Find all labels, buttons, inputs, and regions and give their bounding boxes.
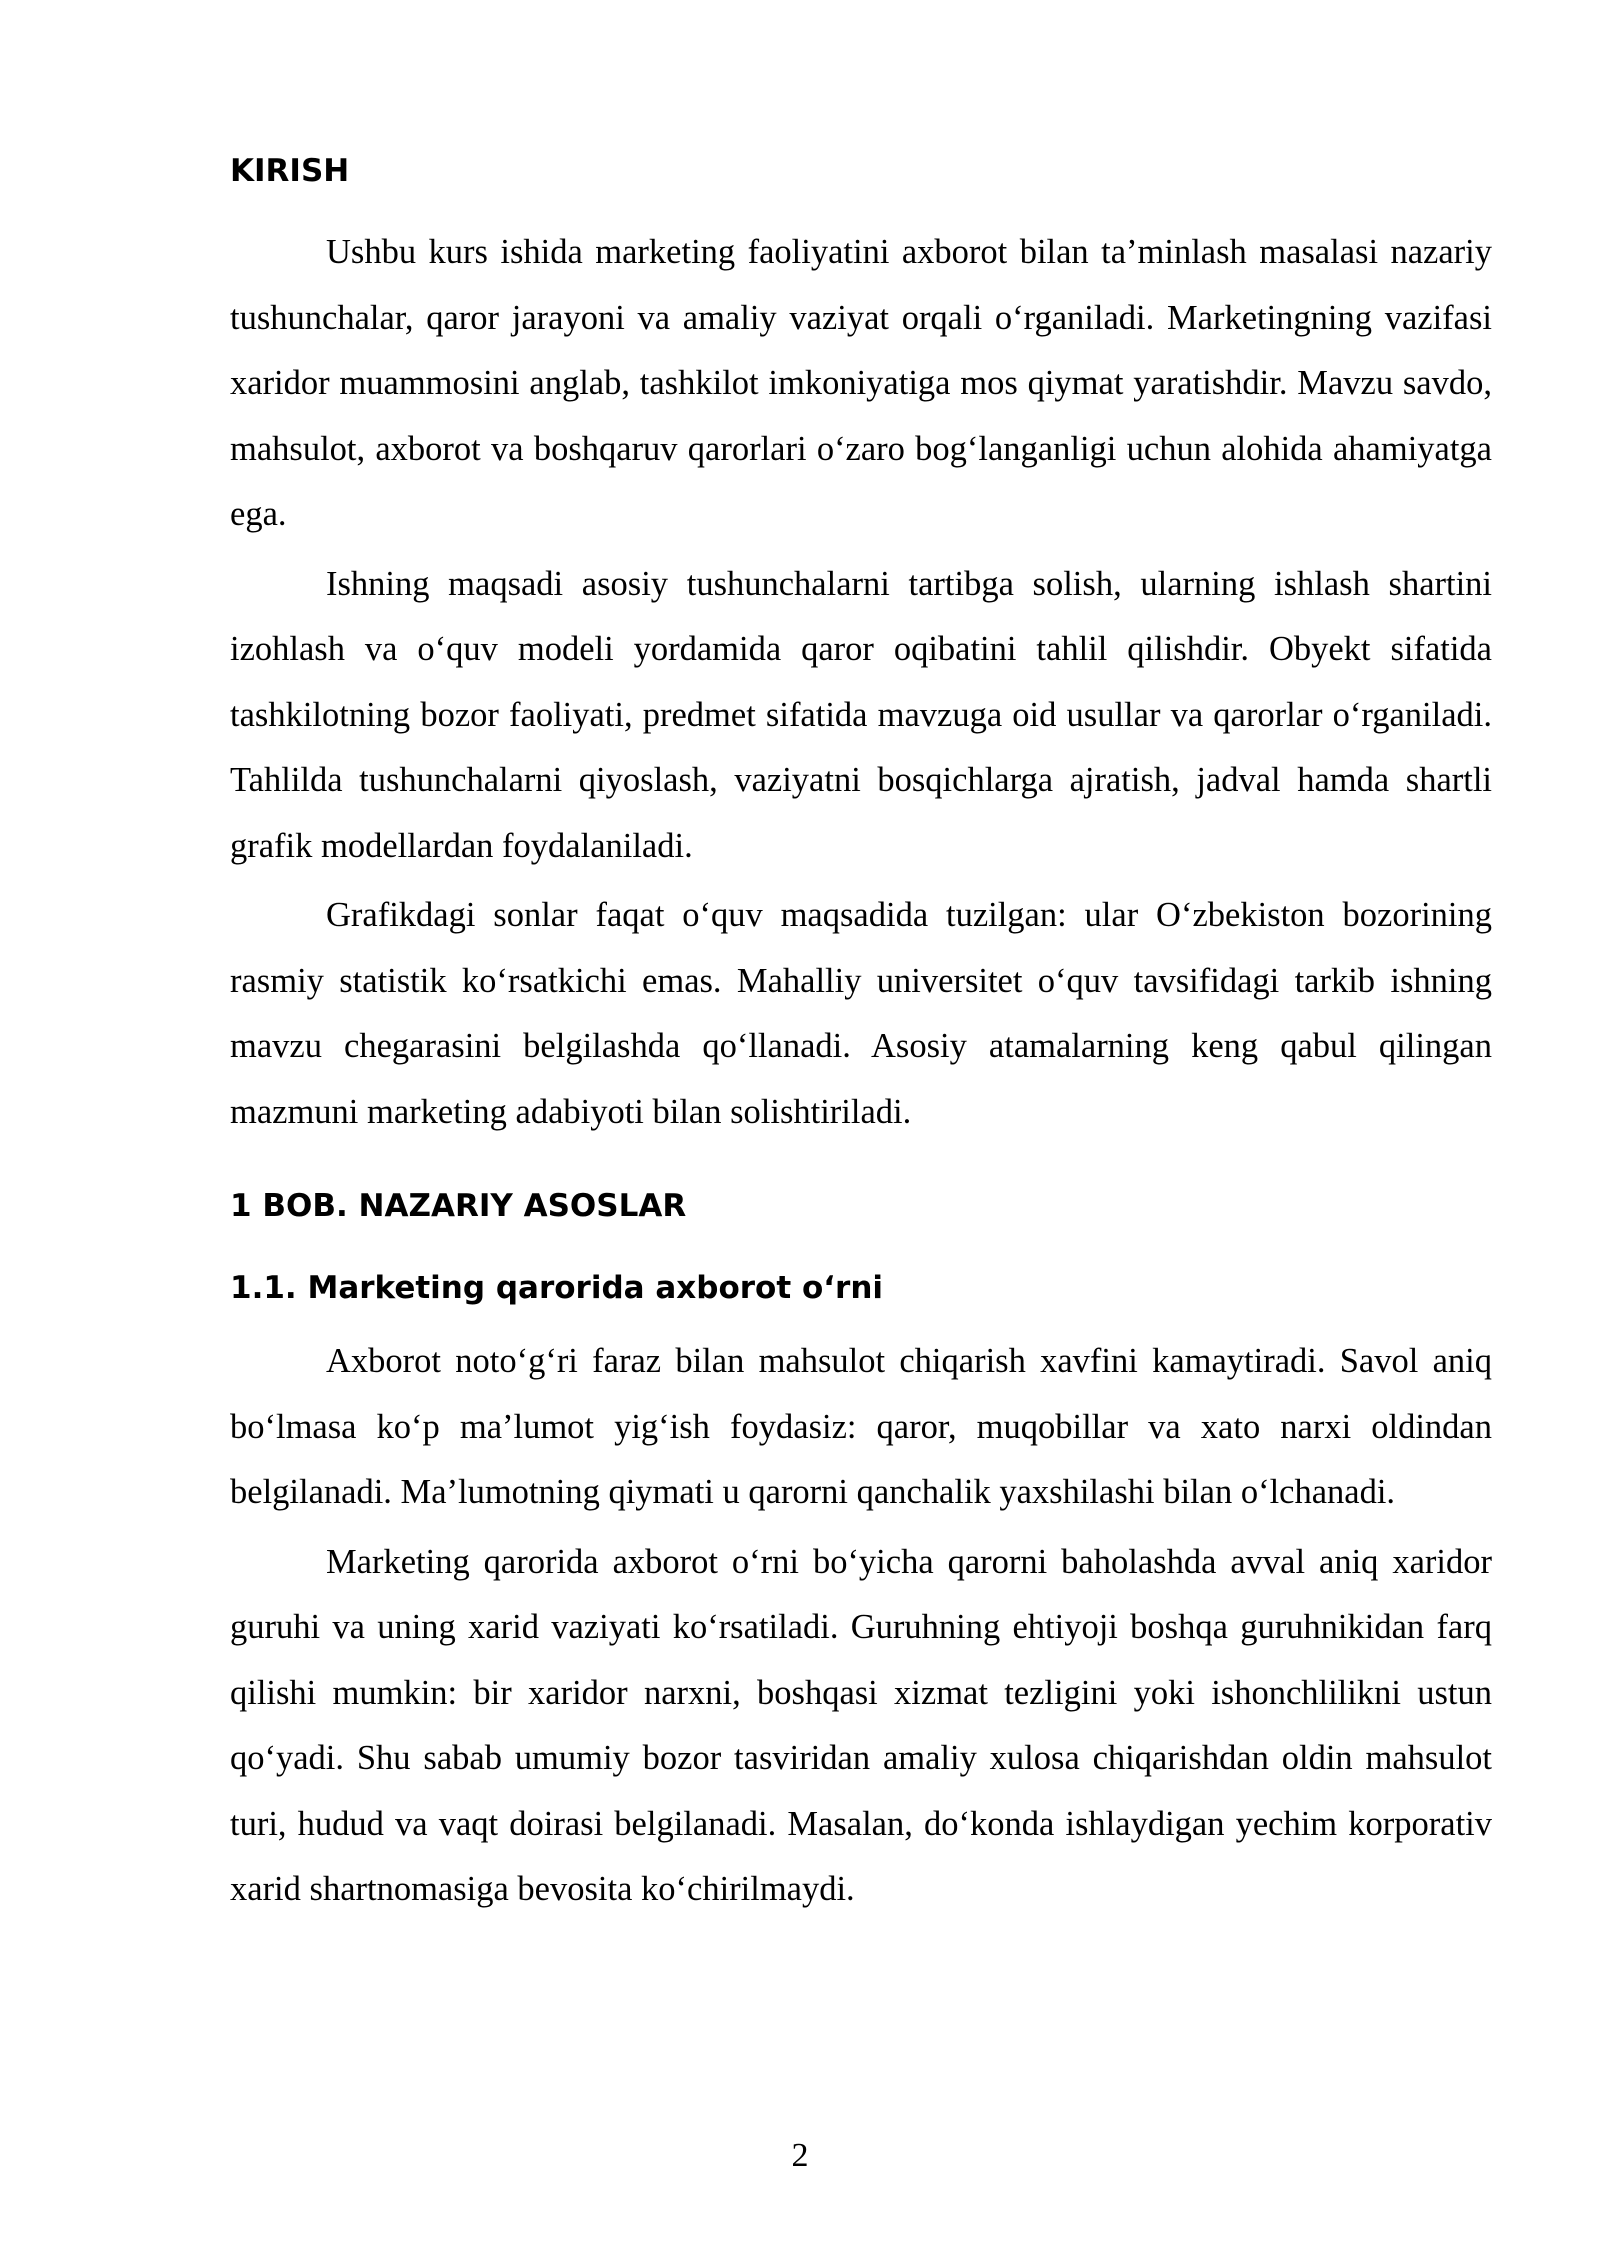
- section-heading: 1.1. Marketing qarorida axborot o‘rni: [230, 1270, 884, 1306]
- section-paragraph: Marketing qarorida axborot o‘rni bo‘yicha qarorni baholashda avval aniq xaridor guruhi va uning xarid vaziyati ko‘rsatiladi. Guruhning ehtiyoji boshqa guruhnikidan farq qilishi mumkin: bir xaridor narxni, boshqasi xizmat tezligini yoki ishonchlilikni ustun qo‘yadi. Shu sabab umumiy bozor tasviridan amaliy xulosa chiqarishdan oldin mahsulot turi, hudud va vaqt doirasi belgilanadi. Masalan, do‘konda ishlaydigan yechim korporativ xarid shartnomasiga bevosita ko‘chirilmaydi.: [230, 1542, 1492, 1908]
- intro-heading: KIRISH: [230, 153, 350, 189]
- chapter-heading: 1 BOB. NAZARIY ASOSLAR: [230, 1188, 687, 1224]
- section-paragraph: Axborot noto‘g‘ri faraz bilan mahsulot chiqarish xavfini kamaytiradi. Savol aniq bo‘lmasa ko‘p ma’lumot yig‘ish foydasiz: qaror, muqobillar va xato narxi oldindan belgilanadi. Ma’lumotning qiymati u qarorni qanchalik yaxshilashi bilan o‘lchanadi.: [230, 1342, 1492, 1511]
- page-content: [230, 150, 1492, 1927]
- page-number: 2: [791, 2137, 809, 2174]
- intro-paragraph: Ishning maqsadi asosiy tushunchalarni tartibga solish, ularning ishlash shartini izohlash va o‘quv modeli yordamida qaror oqibatini tahlil qilishdir. Obyekt sifatida tashkilotning bozor faoliyati, predmet sifatida mavzuga oid usullar va qarorlar o‘rganiladi. Tahlilda tushunchalarni qiyoslash, vaziyatni bosqichlarga ajratish, jadval hamda shartli grafik modellardan foydalaniladi.: [230, 564, 1492, 865]
- intro-paragraph: Grafikdagi sonlar faqat o‘quv maqsadida tuzilgan: ular O‘zbekiston bozorining rasmiy statistik ko‘rsatkichi emas. Mahalliy universitet o‘quv tavsifidagi tarkib ishning mavzu chegarasini belgilashda qo‘llanadi. Asosiy atamalarning keng qabul qilingan mazmuni marketing adabiyoti bilan solishtiriladi.: [230, 896, 1492, 1131]
- intro-paragraph: Ushbu kurs ishida marketing faoliyatini axborot bilan ta’minlash masalasi nazariy tushunchalar, qaror jarayoni va amaliy vaziyat orqali o‘rganiladi. Marketingning vazifasi xaridor muammosini anglab, tashkilot imkoniyatiga mos qiymat yaratishdir. Mavzu savdo, mahsulot, axborot va boshqaruv qarorlari o‘zaro bog‘langanligi uchun alohida ahamiyatga ega.: [230, 233, 1492, 533]
